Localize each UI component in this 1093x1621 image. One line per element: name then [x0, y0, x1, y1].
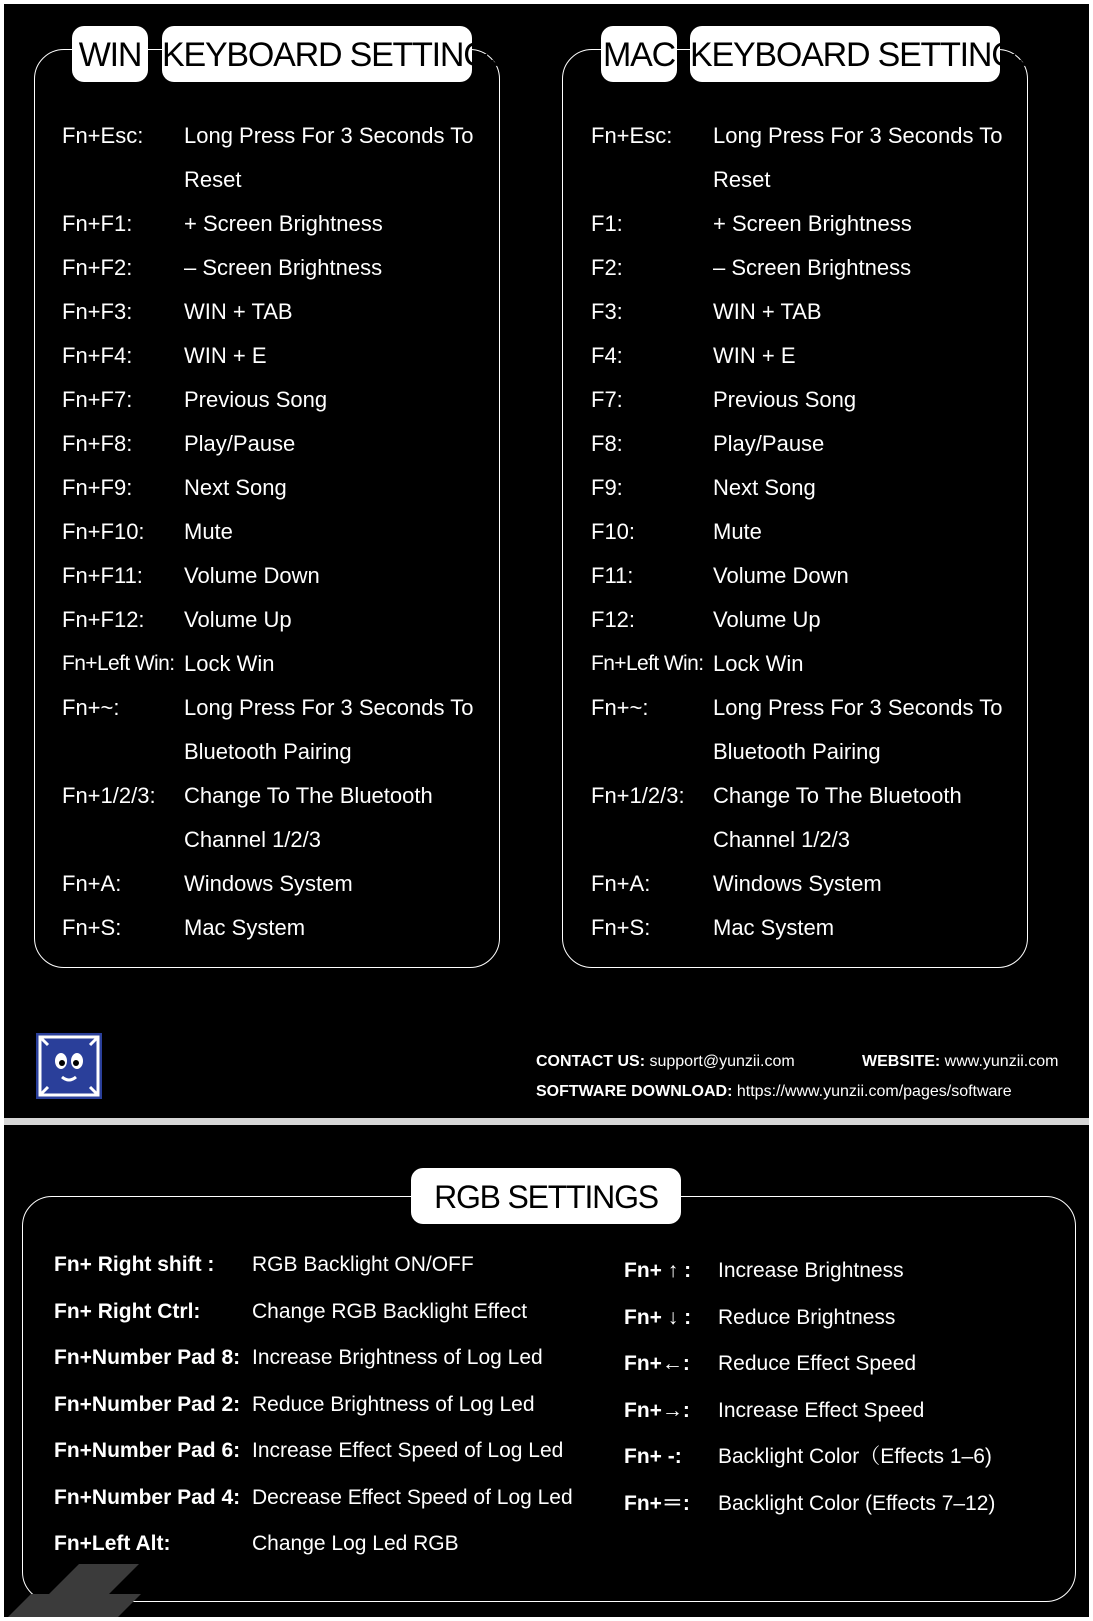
shortcut-action: + Screen Brightness	[184, 211, 383, 236]
win-shortcut-row	[62, 246, 492, 290]
shortcut-key: Fn+A:	[591, 871, 651, 896]
shortcut-key: F7:	[591, 387, 623, 412]
shortcut-action: Mute	[184, 519, 233, 544]
shortcut-key: F2:	[591, 255, 623, 280]
shortcut-key: Fn+F7:	[62, 387, 133, 412]
shortcut-action: – Screen Brightness	[184, 255, 383, 280]
win-shortcut-row	[62, 202, 492, 246]
mac-shortcut-row	[591, 378, 1021, 422]
shortcut-action: Long Press For 3 Seconds To Bluetooth Pairing	[184, 695, 474, 764]
shortcut-key: Fn+Left Win:	[62, 652, 175, 675]
mac-shortcut-row	[591, 290, 1021, 334]
shortcut-action: Mute	[713, 519, 762, 544]
shortcut-key: Fn+~:	[591, 695, 649, 720]
mac-shortcut-row	[591, 686, 1021, 774]
rgb-shortcut-action: Change RGB Backlight Effect	[252, 1299, 528, 1323]
win-shortcut-row	[62, 554, 492, 598]
shortcut-action: Long Press For 3 Seconds To Bluetooth Pairing	[713, 695, 1003, 764]
rgb-shortcut-key: Fn+ ↑ :	[624, 1259, 692, 1282]
shortcut-key: F8:	[591, 431, 623, 456]
mac-title-main: KEYBOARD SETTINGS	[690, 26, 1000, 82]
win-shortcut-row	[62, 114, 492, 202]
rgb-shortcut-key: Fn+＝:	[624, 1491, 690, 1515]
mac-shortcut-row	[591, 906, 1021, 950]
rgb-shortcut-row	[54, 1345, 543, 1371]
shortcut-action: Volume Up	[713, 607, 821, 632]
rgb-shortcut-key: Fn+ Right Ctrl:	[54, 1299, 201, 1323]
shortcut-action: Previous Song	[184, 387, 328, 412]
shortcut-key: Fn+F8:	[62, 431, 133, 456]
rgb-shortcut-row	[54, 1531, 459, 1557]
rgb-shortcut-key: Fn+→:	[624, 1398, 690, 1422]
shortcut-action: Previous Song	[713, 387, 857, 412]
shortcut-action: Lock Win	[184, 651, 275, 676]
rgb-shortcut-key: Fn+Number Pad 8:	[54, 1346, 241, 1369]
rgb-title: RGB SETTINGS	[411, 1168, 681, 1224]
rgb-shortcut-key: Fn+ Right shift :	[54, 1253, 215, 1276]
rgb-shortcut-key: Fn+Number Pad 4:	[54, 1485, 241, 1509]
win-shortcut-row	[62, 598, 492, 642]
rgb-shortcut-action: Change Log Led RGB	[252, 1532, 459, 1555]
shortcut-key: F9:	[591, 475, 623, 500]
contact-email[interactable]: support@yunzii.com	[649, 1053, 795, 1070]
rgb-shortcut-row	[54, 1438, 563, 1464]
win-shortcut-row	[62, 466, 492, 510]
rgb-shortcut-action: Increase Brightness of Log Led	[252, 1346, 543, 1369]
shortcut-key: Fn+F10:	[62, 519, 145, 544]
rgb-shortcut-row	[624, 1305, 895, 1331]
shortcut-key: F4:	[591, 343, 623, 368]
mac-shortcut-row	[591, 334, 1021, 378]
win-shortcut-row	[62, 290, 492, 334]
shortcut-action: Volume Down	[713, 563, 849, 588]
shortcut-action: Change To The Bluetooth Channel 1/2/3	[713, 783, 962, 852]
mac-shortcut-row	[591, 554, 1021, 598]
shortcut-action: + Screen Brightness	[713, 211, 912, 236]
shortcut-key: F10:	[591, 519, 636, 544]
website-line	[862, 1052, 1058, 1072]
rgb-shortcut-row	[624, 1258, 904, 1284]
shortcut-key: Fn+F12:	[62, 607, 145, 632]
rgb-shortcut-action: RGB Backlight ON/OFF	[252, 1253, 474, 1276]
download-line	[536, 1082, 1012, 1102]
rgb-shortcut-key: Fn+Left Alt:	[54, 1532, 171, 1555]
rgb-shortcut-action: Increase Brightness	[718, 1259, 904, 1282]
shortcut-action: Long Press For 3 Seconds To Reset	[713, 123, 1003, 192]
website-label: WEBSITE:	[862, 1053, 941, 1070]
shortcut-action: Change To The Bluetooth Channel 1/2/3	[184, 783, 433, 852]
shortcut-action: Long Press For 3 Seconds To Reset	[184, 123, 474, 192]
rgb-shortcut-row	[624, 1351, 916, 1377]
contact-line	[536, 1052, 795, 1072]
rgb-shortcut-action: Reduce Brightness	[718, 1305, 896, 1329]
shortcut-key: Fn+F9:	[62, 475, 133, 500]
shortcut-action: WIN + TAB	[713, 299, 822, 324]
rgb-shortcut-key: Fn+ ↓ :	[624, 1305, 692, 1329]
shortcut-action: – Screen Brightness	[713, 255, 912, 280]
rgb-shortcut-action: Increase Effect Speed	[718, 1398, 925, 1422]
shortcut-action: Lock Win	[713, 651, 804, 676]
rgb-shortcut-key: Fn+Number Pad 2:	[54, 1392, 241, 1416]
shortcut-key: Fn+Esc:	[591, 123, 673, 148]
website-link[interactable]: www.yunzii.com	[944, 1053, 1059, 1070]
rgb-shortcut-action: Reduce Brightness of Log Led	[252, 1392, 535, 1416]
mac-shortcut-row	[591, 202, 1021, 246]
shortcut-key: Fn+~:	[62, 695, 120, 720]
rgb-shortcut-action: Increase Effect Speed of Log Led	[252, 1439, 564, 1462]
mac-shortcut-row	[591, 466, 1021, 510]
shortcut-key: F11:	[591, 563, 634, 588]
mac-shortcut-list	[591, 114, 1021, 950]
win-shortcut-row	[62, 334, 492, 378]
win-shortcut-row	[62, 906, 492, 950]
rgb-shortcut-action: Decrease Effect Speed of Log Led	[252, 1485, 573, 1509]
rgb-shortcut-row	[54, 1392, 535, 1418]
shortcut-key: Fn+1/2/3:	[62, 783, 156, 808]
rgb-shortcut-key: Fn+Number Pad 6:	[54, 1439, 241, 1462]
shortcut-action: Volume Up	[184, 607, 292, 632]
shortcut-action: Mac System	[184, 915, 306, 940]
shortcut-action: Play/Pause	[184, 431, 296, 456]
shortcut-action: WIN + E	[184, 343, 267, 368]
shortcut-key: Fn+F3:	[62, 299, 133, 324]
win-shortcut-row	[62, 686, 492, 774]
mac-shortcut-row	[591, 246, 1021, 290]
shortcut-action: Windows System	[184, 871, 353, 896]
shortcut-key: Fn+1/2/3:	[591, 783, 685, 808]
corner-stripe	[4, 1594, 141, 1617]
rgb-shortcut-row	[54, 1252, 474, 1278]
mac-title-os: MAC	[601, 26, 677, 82]
shortcut-key: Fn+F2:	[62, 255, 133, 280]
shortcut-key: Fn+S:	[591, 915, 651, 940]
shortcut-action: WIN + TAB	[184, 299, 293, 324]
shortcut-key: Fn+A:	[62, 871, 122, 896]
shortcut-action: WIN + E	[713, 343, 796, 368]
rgb-shortcut-action: Backlight Color (Effects 7–12)	[718, 1491, 996, 1515]
rgb-shortcut-row	[54, 1299, 527, 1325]
rgb-shortcut-action: Reduce Effect Speed	[718, 1352, 917, 1375]
shortcut-action: Play/Pause	[713, 431, 825, 456]
shortcut-key: F12:	[591, 607, 636, 632]
shortcut-key: Fn+F1:	[62, 211, 133, 236]
win-shortcut-list	[62, 114, 492, 950]
shortcut-key: Fn+F4:	[62, 343, 133, 368]
shortcut-key: Fn+F11:	[62, 563, 143, 588]
mac-shortcut-row	[591, 862, 1021, 906]
shortcut-action: Volume Down	[184, 563, 320, 588]
mac-shortcut-row	[591, 642, 1021, 686]
mac-shortcut-row	[591, 422, 1021, 466]
win-title-main: KEYBOARD SETTINGS	[162, 26, 472, 82]
brand-logo	[36, 1033, 102, 1099]
win-shortcut-row	[62, 422, 492, 466]
shortcut-key: Fn+Left Win:	[591, 652, 704, 675]
manual-sheet	[4, 4, 1089, 1617]
shortcut-action: Next Song	[713, 475, 816, 500]
shortcut-key: F1:	[591, 211, 623, 236]
rgb-shortcut-key: Fn+ -:	[624, 1445, 682, 1468]
shortcut-action: Windows System	[713, 871, 882, 896]
shortcut-action: Mac System	[713, 915, 835, 940]
mac-shortcut-row	[591, 114, 1021, 202]
mac-shortcut-row	[591, 510, 1021, 554]
win-shortcut-row	[62, 774, 492, 862]
download-label: SOFTWARE DOWNLOAD:	[536, 1083, 733, 1100]
rgb-shortcut-row	[624, 1444, 992, 1470]
shortcut-key: Fn+S:	[62, 915, 122, 940]
win-shortcut-row	[62, 378, 492, 422]
rgb-shortcut-row	[54, 1485, 573, 1511]
rgb-shortcut-row	[624, 1491, 995, 1517]
win-shortcut-row	[62, 642, 492, 686]
mac-shortcut-row	[591, 774, 1021, 862]
section-divider	[4, 1118, 1089, 1125]
download-link[interactable]: https://www.yunzii.com/pages/software	[736, 1083, 1012, 1100]
shortcut-action: Next Song	[184, 475, 287, 500]
rgb-shortcut-action: Backlight Color（Effects 1–6)	[718, 1445, 992, 1468]
win-title-os: WIN	[72, 26, 148, 82]
shortcut-key: Fn+Esc:	[62, 123, 144, 148]
mac-shortcut-row	[591, 598, 1021, 642]
shortcut-key: F3:	[591, 299, 623, 324]
rgb-shortcut-key: Fn+←:	[624, 1352, 690, 1375]
win-shortcut-row	[62, 510, 492, 554]
rgb-shortcut-row	[624, 1398, 924, 1424]
contact-label: CONTACT US:	[536, 1053, 646, 1070]
win-shortcut-row	[62, 862, 492, 906]
